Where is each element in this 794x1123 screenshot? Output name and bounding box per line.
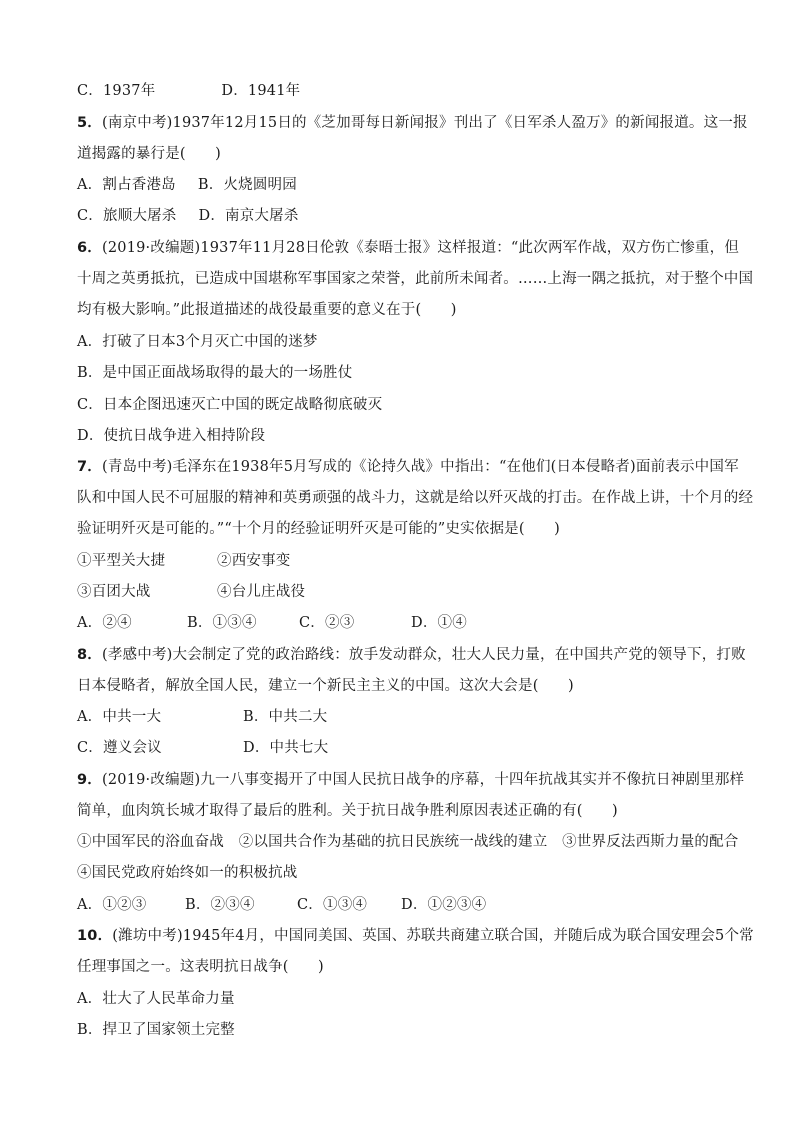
- q7-items-34: [77, 582, 305, 602]
- q5-stem-line1: [77, 113, 748, 133]
- q6-stem-line2: 十周之英勇抵抗，已造成中国堪称军事国家之荣誉，此前所未闻者。……上海一隅之抵抗，对于整个中国: [77, 271, 754, 287]
- q9-stem-line4: ④国民党政府始终如一的积极抗战: [77, 865, 298, 881]
- q4-option-c: C．1937年: [77, 83, 156, 99]
- q7-stem-line2: 队和中国人民不可屈服的精神和英勇顽强的战斗力，这就是给以歼灭战的打击。在作战上讲，十个月的经: [77, 490, 754, 506]
- q8-option-d: D．中共七大: [243, 740, 329, 756]
- q6-option-d: D．使抗日战争进入相持阶段: [77, 428, 266, 444]
- q7-option-b: B．①③④: [187, 615, 257, 631]
- q7-options: [77, 613, 467, 633]
- q7-item-1: ①平型关大捷: [77, 553, 166, 569]
- q10-stem-line1: [77, 926, 754, 946]
- q5-number: 5．: [77, 115, 102, 131]
- q9-number: 9．: [77, 772, 102, 788]
- q8-option-a: A．中共一大: [77, 709, 162, 725]
- q7-items-12: [77, 551, 291, 571]
- q6-number: 6．: [77, 240, 102, 256]
- q9-option-b: B．②③④: [185, 897, 255, 913]
- q10-text: (潍坊中考)1945年4月，中国同美国、英国、苏联共商建立联合国，并随后成为联合国安理会5个常: [112, 928, 754, 944]
- q8-stem-line2: 日本侵略者，解放全国人民，建立一个新民主主义的中国。这次大会是( ): [77, 678, 574, 694]
- q7-option-a: A．②④: [77, 615, 132, 631]
- q7-item-2: ②西安事变: [217, 553, 291, 569]
- q5-options-ab: [77, 175, 297, 195]
- q9-stem-line1: [77, 770, 744, 790]
- q4-options-cd: [77, 81, 300, 101]
- q5-options-cd: [77, 206, 299, 226]
- q9-option-d: D．①②③④: [401, 897, 487, 913]
- q9-option-a: A．①②③: [77, 897, 147, 913]
- q9-text: (2019·改编题)九一八事变揭开了中国人民抗日战争的序幕，十四年抗战其实并不像抗日神剧里那样: [102, 772, 745, 788]
- q9-options: [77, 895, 486, 915]
- q5-text: (南京中考)1937年12月15日的《芝加哥每日新闻报》刊出了《日军杀人盈万》的新闻报道。这一报: [102, 115, 748, 131]
- q7-option-d: D．①④: [411, 615, 467, 631]
- q7-item-3: ③百团大战: [77, 584, 151, 600]
- q7-option-c: C．②③: [299, 615, 355, 631]
- q8-option-b: B．中共二大: [243, 709, 328, 725]
- q5-option-b: B．火烧圆明园: [197, 177, 297, 193]
- q7-text: (青岛中考)毛泽东在1938年5月写成的《论持久战》中指出：“在他们(日本侵略者)面前表示中国军: [102, 459, 739, 475]
- q8-text: (孝感中考)大会制定了党的政治路线：放手发动群众，壮大人民力量，在中国共产党的领导下，打败: [102, 647, 746, 663]
- q6-stem-line1: [77, 238, 739, 258]
- q7-item-4: ④台儿庄战役: [217, 584, 306, 600]
- q9-option-c: C．①③④: [297, 897, 368, 913]
- q8-stem-line1: [77, 645, 746, 665]
- q6-option-a: A．打破了日本3个月灭亡中国的迷梦: [77, 334, 318, 350]
- q10-number: 10．: [77, 928, 113, 944]
- q5-option-d: D．南京大屠杀: [198, 208, 299, 224]
- q4-option-d: D．1941年: [221, 83, 301, 99]
- q5-option-a: A．割占香港岛: [77, 177, 176, 193]
- q10-stem-line2: 任理事国之一。这表明抗日战争( ): [77, 959, 324, 975]
- q9-stem-line2: 简单，血肉筑长城才取得了最后的胜利。关于抗日战争胜利原因表述正确的有( ): [77, 803, 618, 819]
- q6-option-b: B．是中国正面战场取得的最大的一场胜仗: [77, 365, 353, 381]
- q7-stem-line1: [77, 457, 739, 477]
- q8-options-ab: [77, 707, 327, 727]
- q10-option-b: B．捍卫了国家领土完整: [77, 1022, 235, 1038]
- q8-options-cd: [77, 738, 328, 758]
- q7-stem-line3: 验证明歼灭是可能的。”“十个月的经验证明歼灭是可能的”史实依据是( ): [77, 521, 560, 537]
- q5-stem-line2: 道揭露的暴行是( ): [77, 146, 222, 162]
- q8-option-c: C．遵义会议: [77, 740, 162, 756]
- q5-option-c: C．旅顺大屠杀: [77, 208, 177, 224]
- q8-number: 8．: [77, 647, 102, 663]
- q9-stem-line3: ①中国军民的浴血奋战 ②以国共合作为基础的抗日民族统一战线的建立 ③世界反法西斯力量的配合: [77, 834, 739, 850]
- q7-number: 7．: [77, 459, 102, 475]
- q6-text: (2019·改编题)1937年11月28日伦敦《泰晤士报》这样报道：“此次两军作战，双方伤亡惨重，但: [102, 240, 740, 256]
- q10-option-a: A．壮大了人民革命力量: [77, 991, 235, 1007]
- q6-stem-line3: 均有极大影响。”此报道描述的战役最重要的意义在于( ): [77, 302, 457, 318]
- q6-option-c: C．日本企图迅速灭亡中国的既定战略彻底破灭: [77, 397, 383, 413]
